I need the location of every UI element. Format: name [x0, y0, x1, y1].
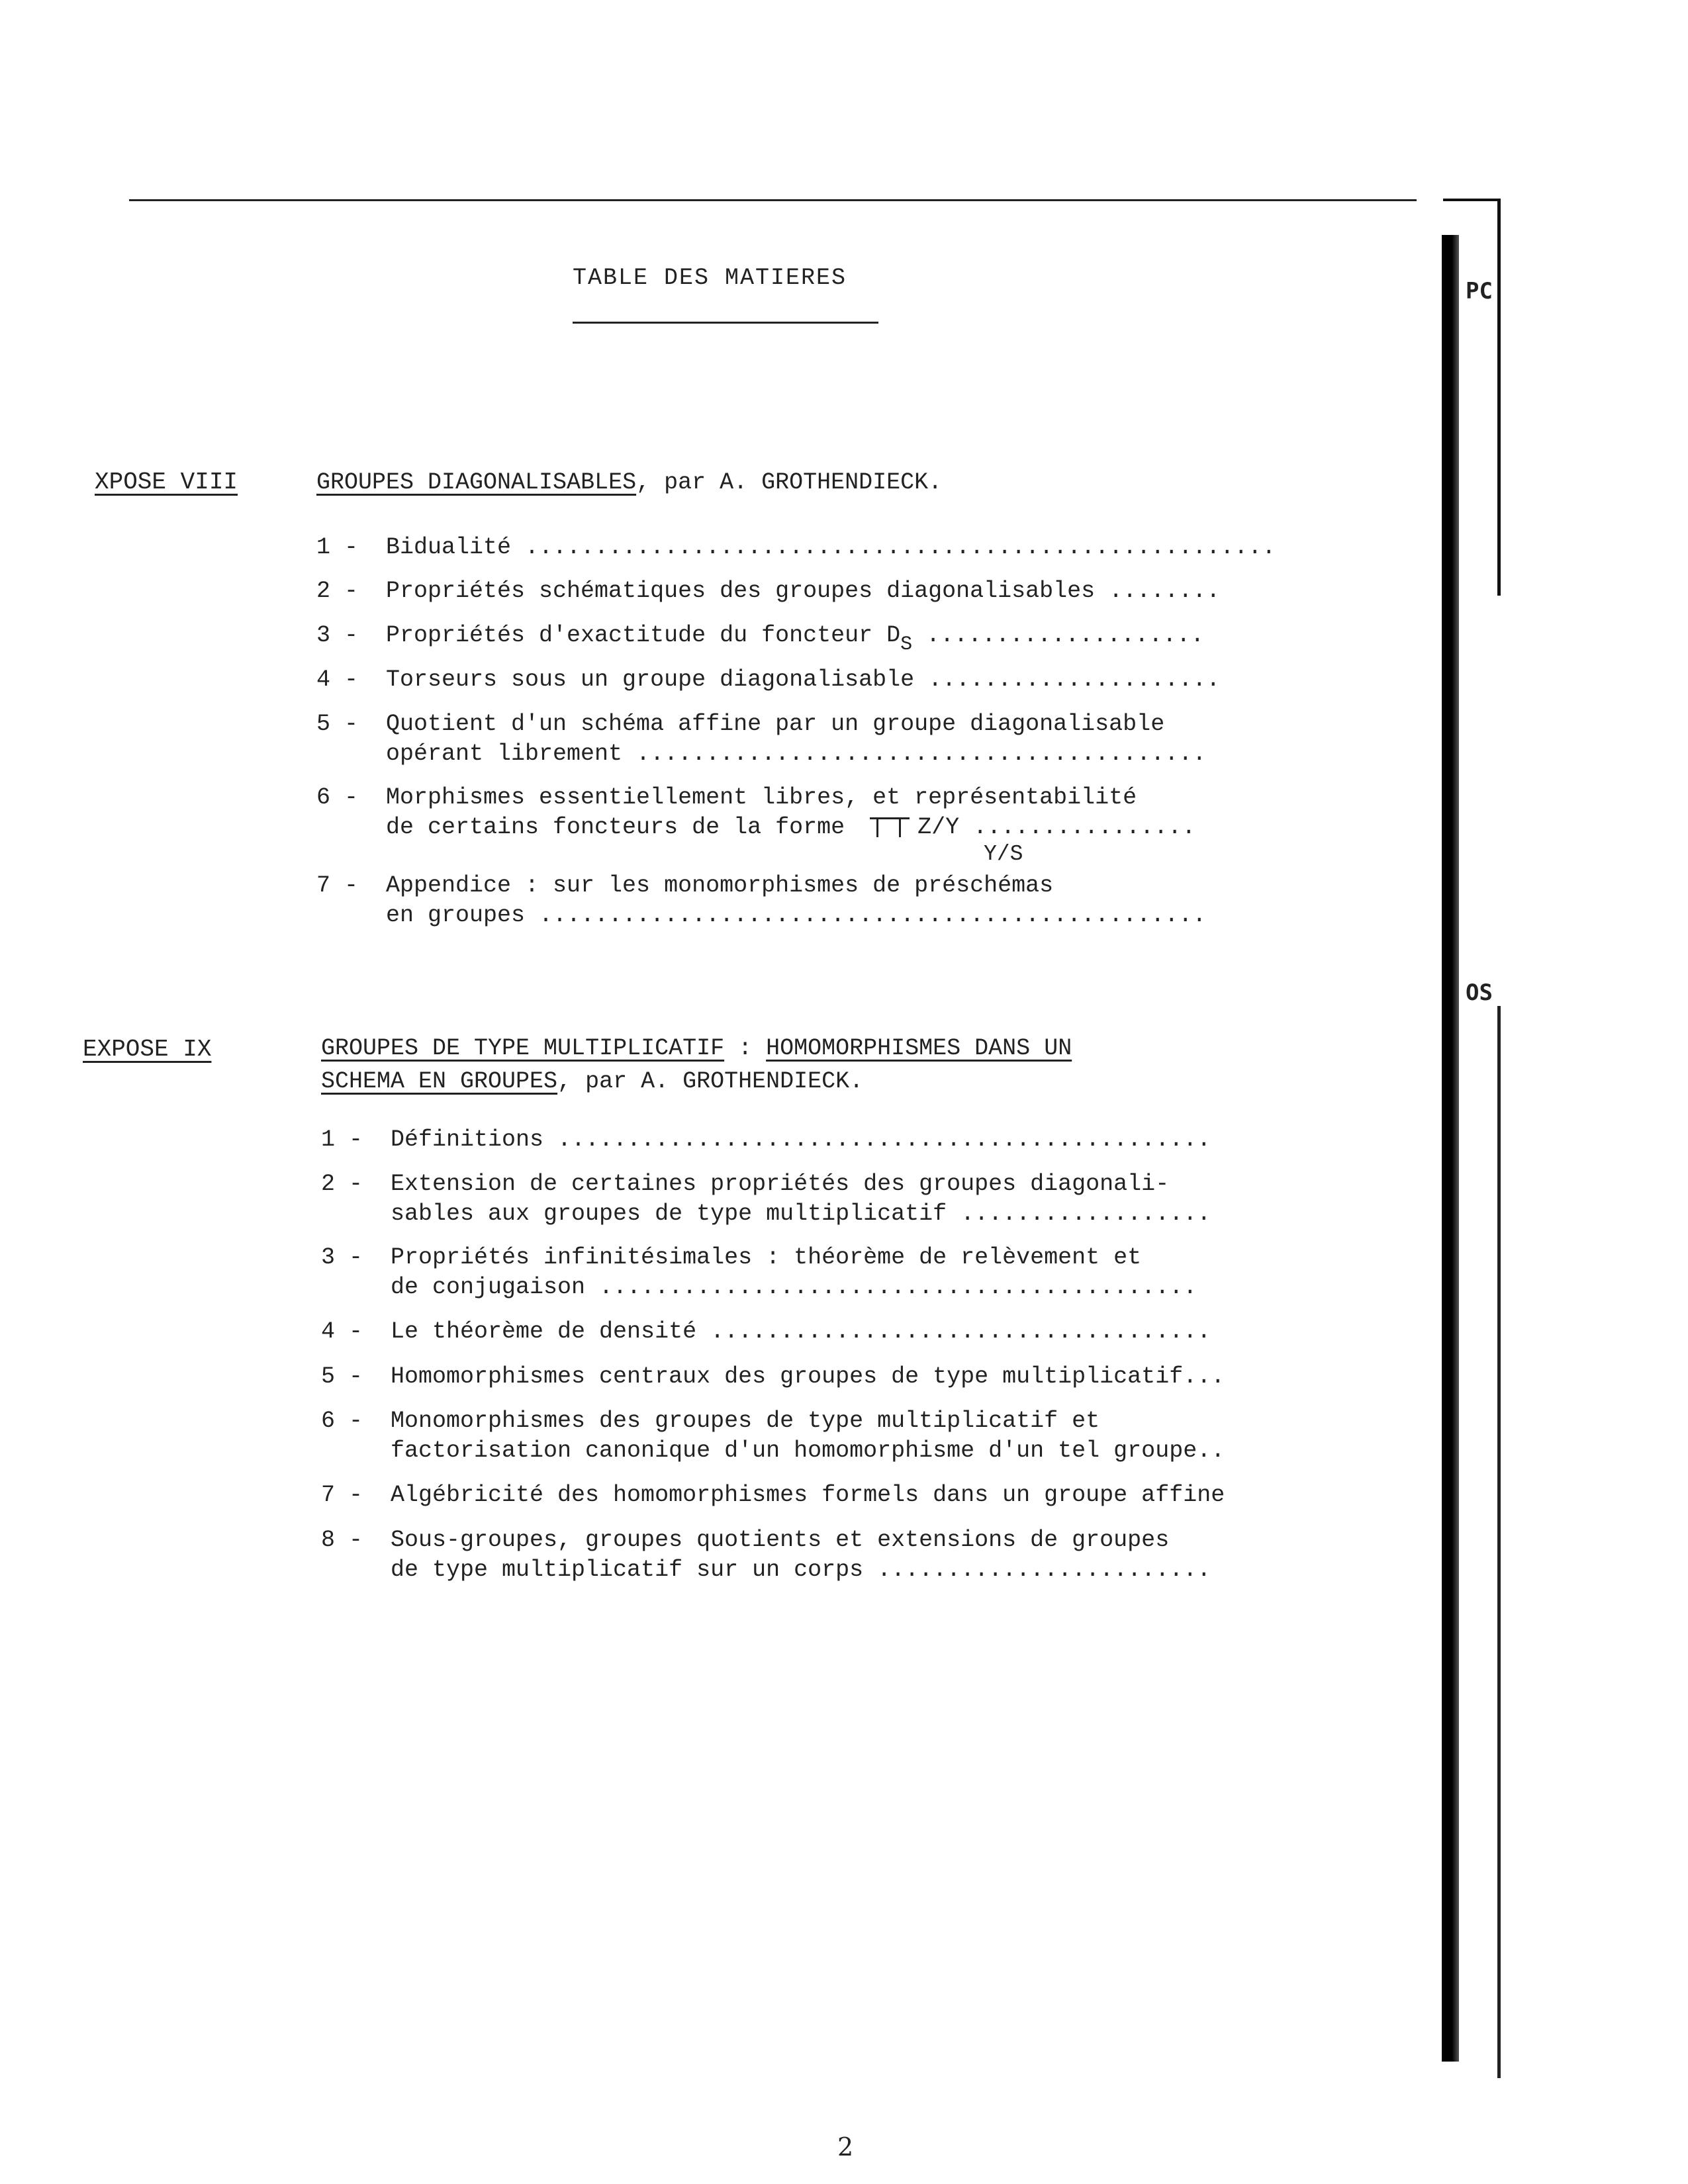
- title-underline: [573, 322, 878, 324]
- toc-entry-ix-5[interactable]: [321, 1362, 1225, 1392]
- entry-text-continued: de conjugaison ...........................................: [391, 1274, 1197, 1300]
- entry-number: 5 -: [316, 711, 359, 737]
- entry-text: Homomorphismes centraux des groupes de type multiplicatif...: [391, 1363, 1225, 1390]
- entry-dots: Z/Y ................: [917, 814, 1196, 841]
- expose-ix-title: [321, 1029, 1072, 1101]
- edge-tag-top: PC: [1466, 278, 1493, 304]
- entry-number: 2 -: [321, 1171, 363, 1197]
- entry-text-continued: factorisation canonique d'un homomorphisme d'un tel groupe..: [391, 1437, 1225, 1464]
- entry-text: Bidualité ......................................................: [386, 534, 1276, 561]
- expose-viii-title-main: GROUPES DIAGONALISABLES: [316, 469, 637, 496]
- expose-viii-title-author: , par A. GROTHENDIECK.: [636, 469, 943, 496]
- entry-text: Propriétés d'exactitude du foncteur D: [386, 622, 901, 649]
- entry-text-continued: opérant librement .........................................: [386, 741, 1207, 767]
- page-number: 2: [837, 2132, 854, 2161]
- expose-ix-label: EXPOSE IX: [83, 1036, 212, 1063]
- entry-number: 3 -: [316, 622, 359, 649]
- toc-entry-viii-6[interactable]: [316, 783, 1196, 866]
- scan-edge-shadow: [1442, 235, 1459, 2062]
- entry-number: 4 -: [316, 666, 359, 693]
- entry-number: 1 -: [321, 1126, 363, 1153]
- toc-entry-viii-4[interactable]: [316, 665, 1220, 695]
- entry-text: Algébricité des homomorphismes formels dans un groupe affine: [391, 1482, 1225, 1508]
- entry-number: 2 -: [316, 578, 359, 604]
- expose-viii-label: XPOSE VIII: [95, 469, 238, 496]
- entry-number: 7 -: [316, 872, 359, 899]
- expose-ix-title-part1: GROUPES DE TYPE MULTIPLICATIF: [321, 1035, 725, 1062]
- entry-text: Propriétés schématiques des groupes diagonalisables ........: [386, 578, 1221, 604]
- scan-edge-line-lower: [1497, 1006, 1501, 2078]
- toc-entry-viii-1[interactable]: [316, 533, 1276, 563]
- entry-text: Définitions ...............................................: [391, 1126, 1211, 1153]
- entry-text: Monomorphismes des groupes de type multiplicatif et: [391, 1408, 1100, 1434]
- entry-text-continued: de certains foncteurs de la forme: [386, 814, 845, 841]
- scan-edge-top: [1443, 199, 1500, 201]
- edge-tag-middle: OS: [1466, 979, 1493, 1006]
- toc-entry-ix-4[interactable]: [321, 1317, 1211, 1347]
- entry-text: Propriétés infinitésimales : théorème de relèvement et: [391, 1244, 1142, 1271]
- toc-entry-viii-5[interactable]: [316, 709, 1206, 769]
- product-symbol: [865, 817, 917, 837]
- toc-entry-viii-7[interactable]: [316, 871, 1206, 931]
- entry-number: 8 -: [321, 1527, 363, 1553]
- entry-number: 6 -: [321, 1408, 363, 1434]
- entry-number: 1 -: [316, 534, 359, 561]
- expose-ix-title-part3: SCHEMA EN GROUPES: [321, 1068, 558, 1095]
- toc-entry-ix-7[interactable]: [321, 1480, 1225, 1510]
- toc-entry-ix-2[interactable]: [321, 1169, 1211, 1229]
- entry-text-continued: sables aux groupes de type multiplicatif ..................: [391, 1201, 1211, 1227]
- entry-text: Le théorème de densité ....................................: [391, 1318, 1211, 1345]
- toc-entry-viii-3[interactable]: [316, 621, 1205, 656]
- toc-entry-ix-3[interactable]: [321, 1243, 1197, 1302]
- entry-text: Torseurs sous un groupe diagonalisable .....................: [386, 666, 1221, 693]
- expose-ix-title-author: , par A. GROTHENDIECK.: [557, 1068, 864, 1095]
- entry-number: 7 -: [321, 1482, 363, 1508]
- entry-text: Sous-groupes, groupes quotients et extensions de groupes: [391, 1527, 1170, 1553]
- entry-number: 4 -: [321, 1318, 363, 1345]
- entry-text-continued: en groupes ................................................: [386, 902, 1207, 929]
- entry-text: Quotient d'un schéma affine par un groupe diagonalisable: [386, 711, 1165, 737]
- entry-number: 3 -: [321, 1244, 363, 1271]
- toc-entry-ix-6[interactable]: [321, 1406, 1225, 1466]
- entry-number: 5 -: [321, 1363, 363, 1390]
- entry-dots: ....................: [912, 622, 1205, 649]
- entry-text: Morphismes essentiellement libres, et représentabilité: [386, 784, 1137, 811]
- expose-viii-title: [316, 463, 942, 502]
- product-index: Y/S: [984, 842, 1023, 866]
- entry-number: 6 -: [316, 784, 359, 811]
- toc-entry-viii-2[interactable]: [316, 576, 1220, 606]
- expose-ix-title-sep: :: [724, 1035, 767, 1062]
- page-title: TABLE DES MATIERES: [573, 265, 847, 291]
- entry-subscript: S: [900, 633, 913, 656]
- entry-text-continued: de type multiplicatif sur un corps ........................: [391, 1557, 1211, 1583]
- toc-entry-ix-1[interactable]: [321, 1125, 1211, 1155]
- toc-entry-ix-8[interactable]: [321, 1525, 1211, 1585]
- entry-text: Appendice : sur les monomorphismes de préschémas: [386, 872, 1054, 899]
- expose-ix-title-part2: HOMOMORPHISMES DANS UN: [766, 1035, 1072, 1062]
- entry-text: Extension de certaines propriétés des groupes diagonali-: [391, 1171, 1170, 1197]
- scan-edge-line: [1497, 199, 1501, 596]
- top-rule: [129, 199, 1417, 201]
